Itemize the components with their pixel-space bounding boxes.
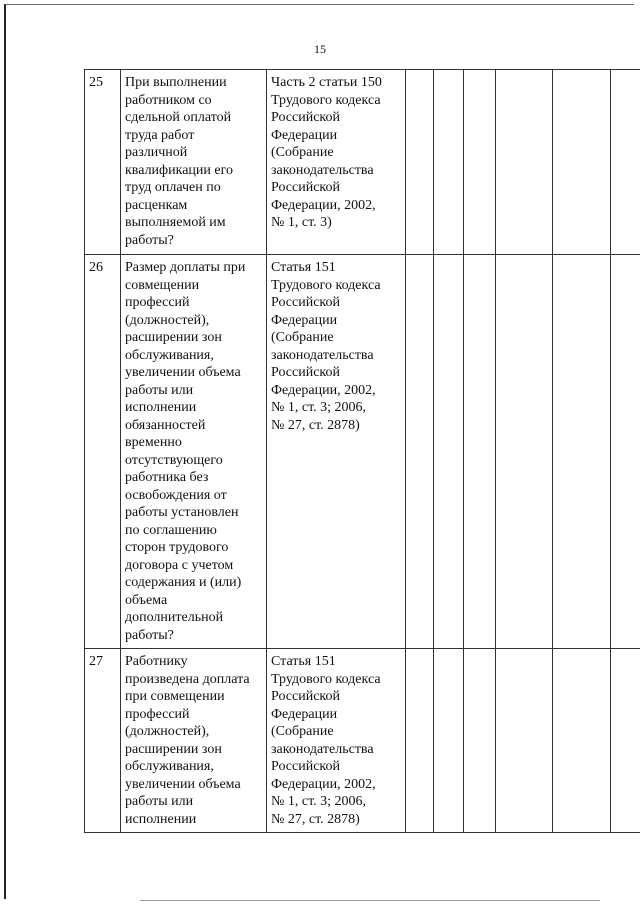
row-number: 27 xyxy=(85,649,121,833)
answer-cell[interactable] xyxy=(553,255,611,649)
answer-cell[interactable] xyxy=(464,70,496,255)
answer-cell[interactable] xyxy=(434,70,464,255)
answer-cell[interactable] xyxy=(496,255,553,649)
answer-cell[interactable] xyxy=(611,255,640,649)
table-row xyxy=(85,255,640,649)
legal-reference-cell: Часть 2 статьи 150 Трудового кодекса Российской Федерации (Собрание законодательства Российской Федерации, 2002, № 1, ст. 3) xyxy=(267,70,406,255)
table-row xyxy=(85,649,640,833)
row-number: 25 xyxy=(85,70,121,255)
answer-cell[interactable] xyxy=(611,70,640,255)
answer-cell[interactable] xyxy=(611,649,640,833)
legal-reference-cell: Статья 151 Трудового кодекса Российской Федерации (Собрание законодательства Российской Федерации, 2002, № 1, ст. 3; 2006, № 27, ст. 2878) xyxy=(267,649,406,833)
answer-cell[interactable] xyxy=(406,649,434,833)
checklist-table xyxy=(84,69,640,833)
legal-reference-cell: Статья 151 Трудового кодекса Российской Федерации (Собрание законодательства Российской Федерации, 2002, № 1, ст. 3; 2006, № 27, ст. 2878) xyxy=(267,255,406,649)
answer-cell[interactable] xyxy=(434,649,464,833)
answer-cell[interactable] xyxy=(464,649,496,833)
answer-cell[interactable] xyxy=(434,255,464,649)
answer-cell[interactable] xyxy=(496,70,553,255)
answer-cell[interactable] xyxy=(553,70,611,255)
answer-cell[interactable] xyxy=(406,255,434,649)
answer-cell[interactable] xyxy=(464,255,496,649)
answer-cell[interactable] xyxy=(553,649,611,833)
question-cell: При выполнении работником со сдельной оплатой труда работ различной квалификации его труд оплачен по расценкам выполняемой им работы? xyxy=(121,70,267,255)
question-cell: Размер доплаты при совмещении профессий (должностей), расширении зон обслуживания, увеличении объема работы или исполнении обязанностей временно отсутствующего работника без освобождения от работы установлен по соглашению сторон трудового договора с учетом содержания и (или) объема дополнительной работы? xyxy=(121,255,267,649)
answer-cell[interactable] xyxy=(406,70,434,255)
row-number: 26 xyxy=(85,255,121,649)
page-number: 15 xyxy=(314,42,326,56)
bottom-edge-line xyxy=(140,900,600,901)
answer-cell[interactable] xyxy=(496,649,553,833)
question-cell: Работнику произведена доплата при совмещении профессий (должностей), расширении зон обслуживания, увеличении объема работы или исполнении xyxy=(121,649,267,833)
table-row xyxy=(85,70,640,255)
